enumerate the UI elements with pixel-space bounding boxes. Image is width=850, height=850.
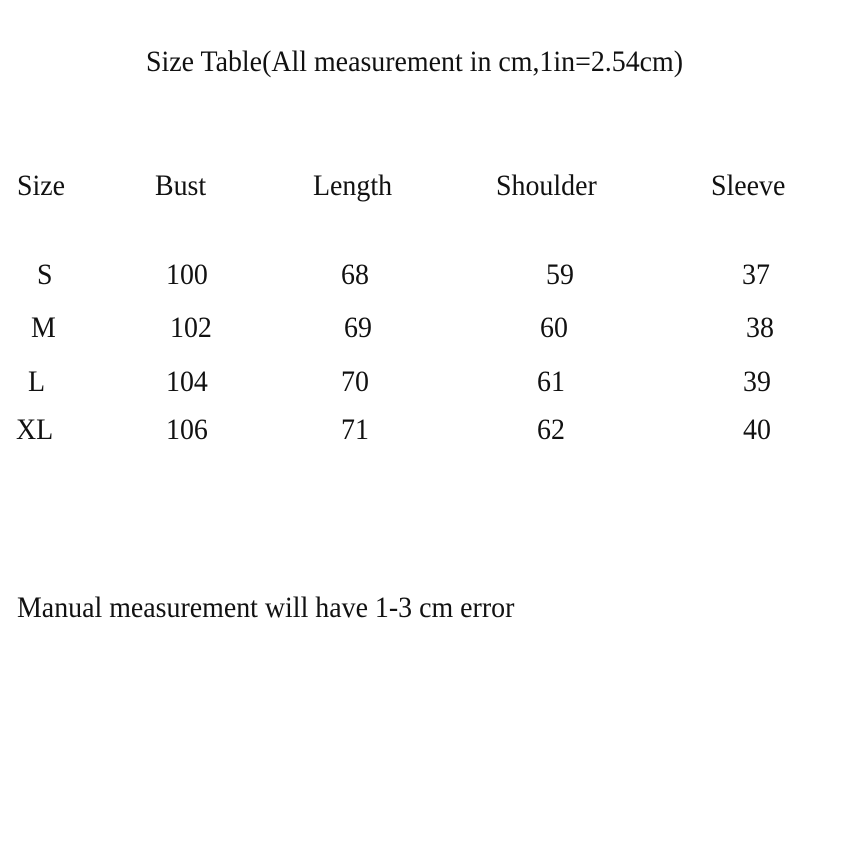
cell-shoulder: 62	[537, 413, 565, 446]
header-length: Length	[313, 169, 393, 202]
header-bust: Bust	[155, 169, 207, 202]
cell-length: 70	[341, 365, 369, 398]
cell-size: S	[37, 258, 53, 291]
measurement-note: Manual measurement will have 1-3 cm error	[17, 591, 515, 624]
cell-shoulder: 59	[546, 258, 574, 291]
cell-bust: 100	[166, 258, 208, 291]
cell-size: L	[28, 365, 46, 398]
header-size: Size	[17, 169, 66, 202]
cell-length: 68	[341, 258, 369, 291]
header-sleeve: Sleeve	[711, 169, 786, 202]
cell-sleeve: 38	[746, 311, 774, 344]
cell-size: M	[31, 311, 56, 344]
cell-length: 71	[341, 413, 369, 446]
cell-bust: 104	[166, 365, 208, 398]
page-title: Size Table(All measurement in cm,1in=2.54cm)	[146, 45, 684, 78]
cell-shoulder: 61	[537, 365, 565, 398]
cell-size: XL	[16, 413, 54, 446]
cell-shoulder: 60	[540, 311, 568, 344]
cell-length: 69	[344, 311, 372, 344]
cell-sleeve: 39	[743, 365, 771, 398]
header-shoulder: Shoulder	[496, 169, 597, 202]
cell-sleeve: 37	[742, 258, 770, 291]
cell-bust: 102	[170, 311, 212, 344]
cell-bust: 106	[166, 413, 208, 446]
cell-sleeve: 40	[743, 413, 771, 446]
